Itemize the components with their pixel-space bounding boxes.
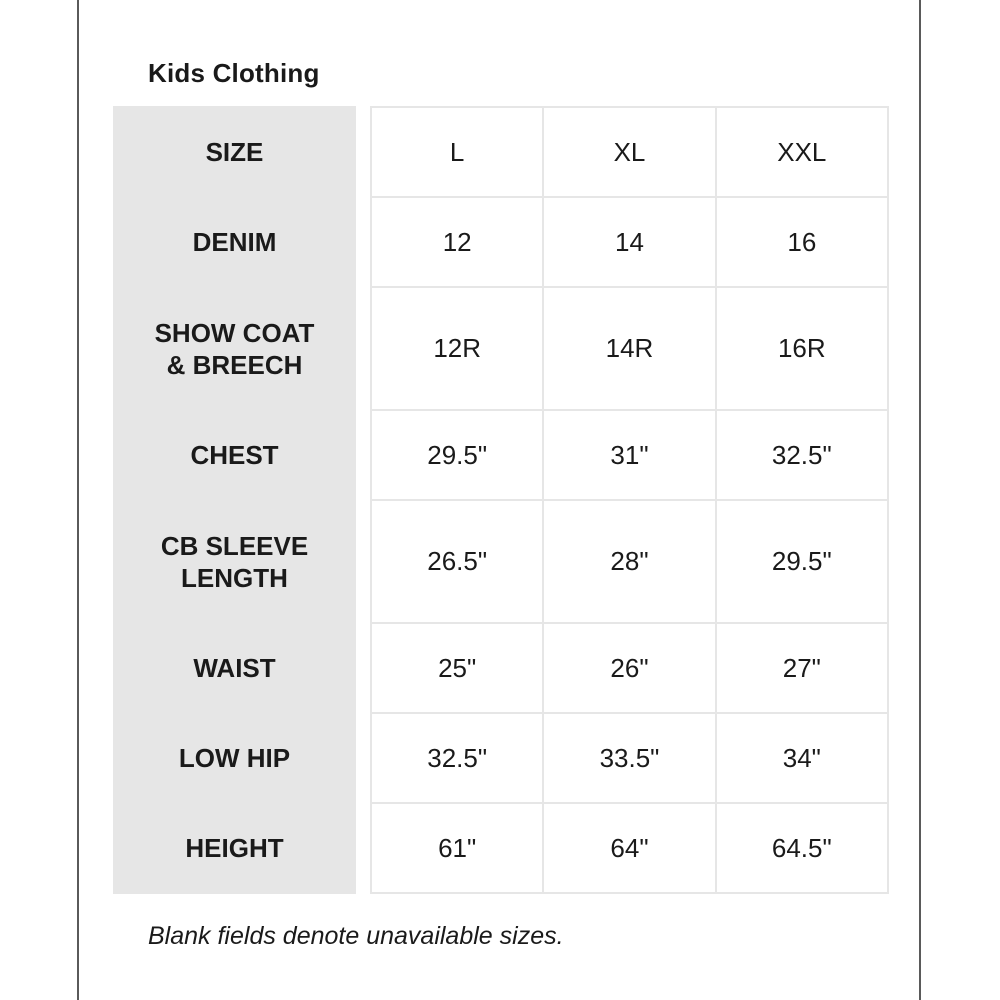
- value-cell: 28": [543, 500, 715, 623]
- size-cell: XXL: [716, 107, 888, 197]
- column-gap: [355, 713, 371, 803]
- value-cell: 64.5": [716, 803, 888, 893]
- column-gap: [355, 500, 371, 623]
- column-gap: [355, 287, 371, 410]
- value-cell: 12: [371, 197, 543, 287]
- row-label: SHOW COAT & BREECH: [114, 287, 355, 410]
- value-cell: 31": [543, 410, 715, 500]
- table-row: [114, 500, 888, 623]
- row-label: SIZE: [114, 107, 355, 197]
- value-cell: 14: [543, 197, 715, 287]
- table-row: [114, 197, 888, 287]
- value-cell: 27": [716, 623, 888, 713]
- table-row: [114, 803, 888, 893]
- table-header-row: [114, 107, 888, 197]
- value-cell: 32.5": [371, 713, 543, 803]
- row-label: WAIST: [114, 623, 355, 713]
- row-label: DENIM: [114, 197, 355, 287]
- column-gap: [355, 803, 371, 893]
- column-gap: [355, 107, 371, 197]
- size-cell: XL: [543, 107, 715, 197]
- table-row: [114, 623, 888, 713]
- value-cell: 61": [371, 803, 543, 893]
- value-cell: 16R: [716, 287, 888, 410]
- value-cell: 26": [543, 623, 715, 713]
- value-cell: 16: [716, 197, 888, 287]
- value-cell: 26.5": [371, 500, 543, 623]
- row-label: HEIGHT: [114, 803, 355, 893]
- table-row: [114, 287, 888, 410]
- value-cell: 29.5": [371, 410, 543, 500]
- value-cell: 64": [543, 803, 715, 893]
- column-gap: [355, 623, 371, 713]
- value-cell: 29.5": [716, 500, 888, 623]
- table-row: [114, 410, 888, 500]
- row-label: LOW HIP: [114, 713, 355, 803]
- value-cell: 34": [716, 713, 888, 803]
- row-label: CHEST: [114, 410, 355, 500]
- page-title: Kids Clothing: [148, 58, 320, 88]
- size-cell: L: [371, 107, 543, 197]
- value-cell: 14R: [543, 287, 715, 410]
- footnote: Blank fields denote unavailable sizes.: [148, 922, 564, 950]
- size-chart-table: [113, 106, 889, 894]
- column-gap: [355, 410, 371, 500]
- value-cell: 32.5": [716, 410, 888, 500]
- column-gap: [355, 197, 371, 287]
- value-cell: 25": [371, 623, 543, 713]
- table-row: [114, 713, 888, 803]
- value-cell: 33.5": [543, 713, 715, 803]
- row-label: CB SLEEVE LENGTH: [114, 500, 355, 623]
- value-cell: 12R: [371, 287, 543, 410]
